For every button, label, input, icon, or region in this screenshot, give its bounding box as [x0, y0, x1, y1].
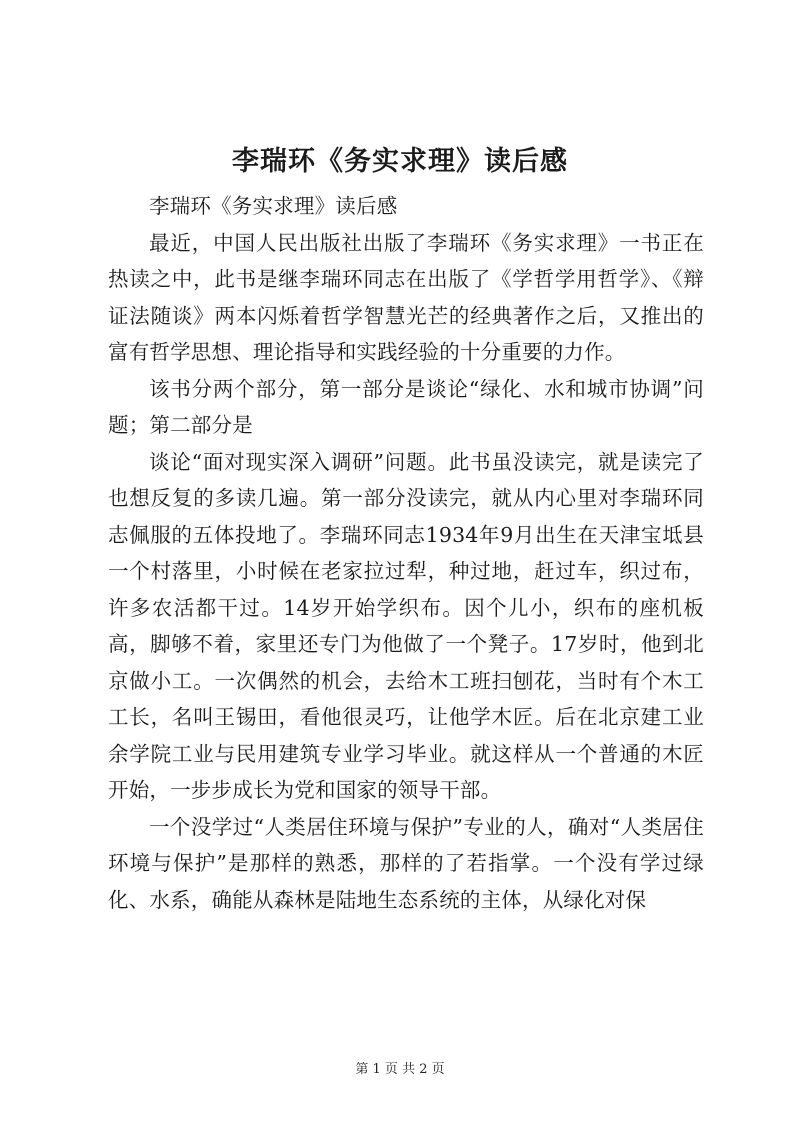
paragraph: 最近，中国人民出版社出版了李瑞环《务实求理》一书正在热读之中，此书是继李瑞环同志在出版了《学哲学用哲学》、《辩证法随谈》两本闪烁着哲学智慧光芒的经典著作之后，又推出的富有哲学思想、理论指导和实践经验的十分重要的力作。 [108, 230, 704, 364]
paragraph: 谈论“面对现实深入调研”问题。此书虽没读完，就是读完了也想反复的多读几遍。第一部分没读完，就从内心里对李瑞环同志佩服的五体投地了。李瑞环同志1934年9月出生在天津宝坻县一个村落里，小时候在老家拉过犁，种过地，赶过车，织过布，许多农活都干过。14岁开始学织布。因个儿小，织布的座机板高，脚够不着，家里还专门为他做了一个凳子。17岁时，他到北京做小工。一次偶然的机会，去给木工班扫刨花，当时有个木工工长，名叫王锡田，看他很灵巧，让他学木匠。后在北京建工业余学院工业与民用建筑专业学习毕业。就这样从一个普通的木匠开始，一步步成长为党和国家的领导干部。 [108, 449, 704, 802]
paragraph: 一个没学过“人类居住环境与保护”专业的人，确对“人类居住环境与保护”是那样的熟悉，那样的了若指掌。一个没有学过绿化、水系，确能从森林是陆地生态系统的主体，从绿化对保 [108, 814, 704, 912]
document-title: 李瑞环《务实求理》读后感 [232, 146, 568, 177]
document-body [108, 188, 704, 918]
page-number-footer: 第 1 页 共 2 页 [355, 1062, 445, 1077]
paragraph: 该书分两个部分，第一部分是谈论“绿化、水和城市协调”问题；第二部分是 [108, 376, 704, 437]
paragraph-subtitle: 李瑞环《务实求理》读后感 [149, 194, 398, 218]
